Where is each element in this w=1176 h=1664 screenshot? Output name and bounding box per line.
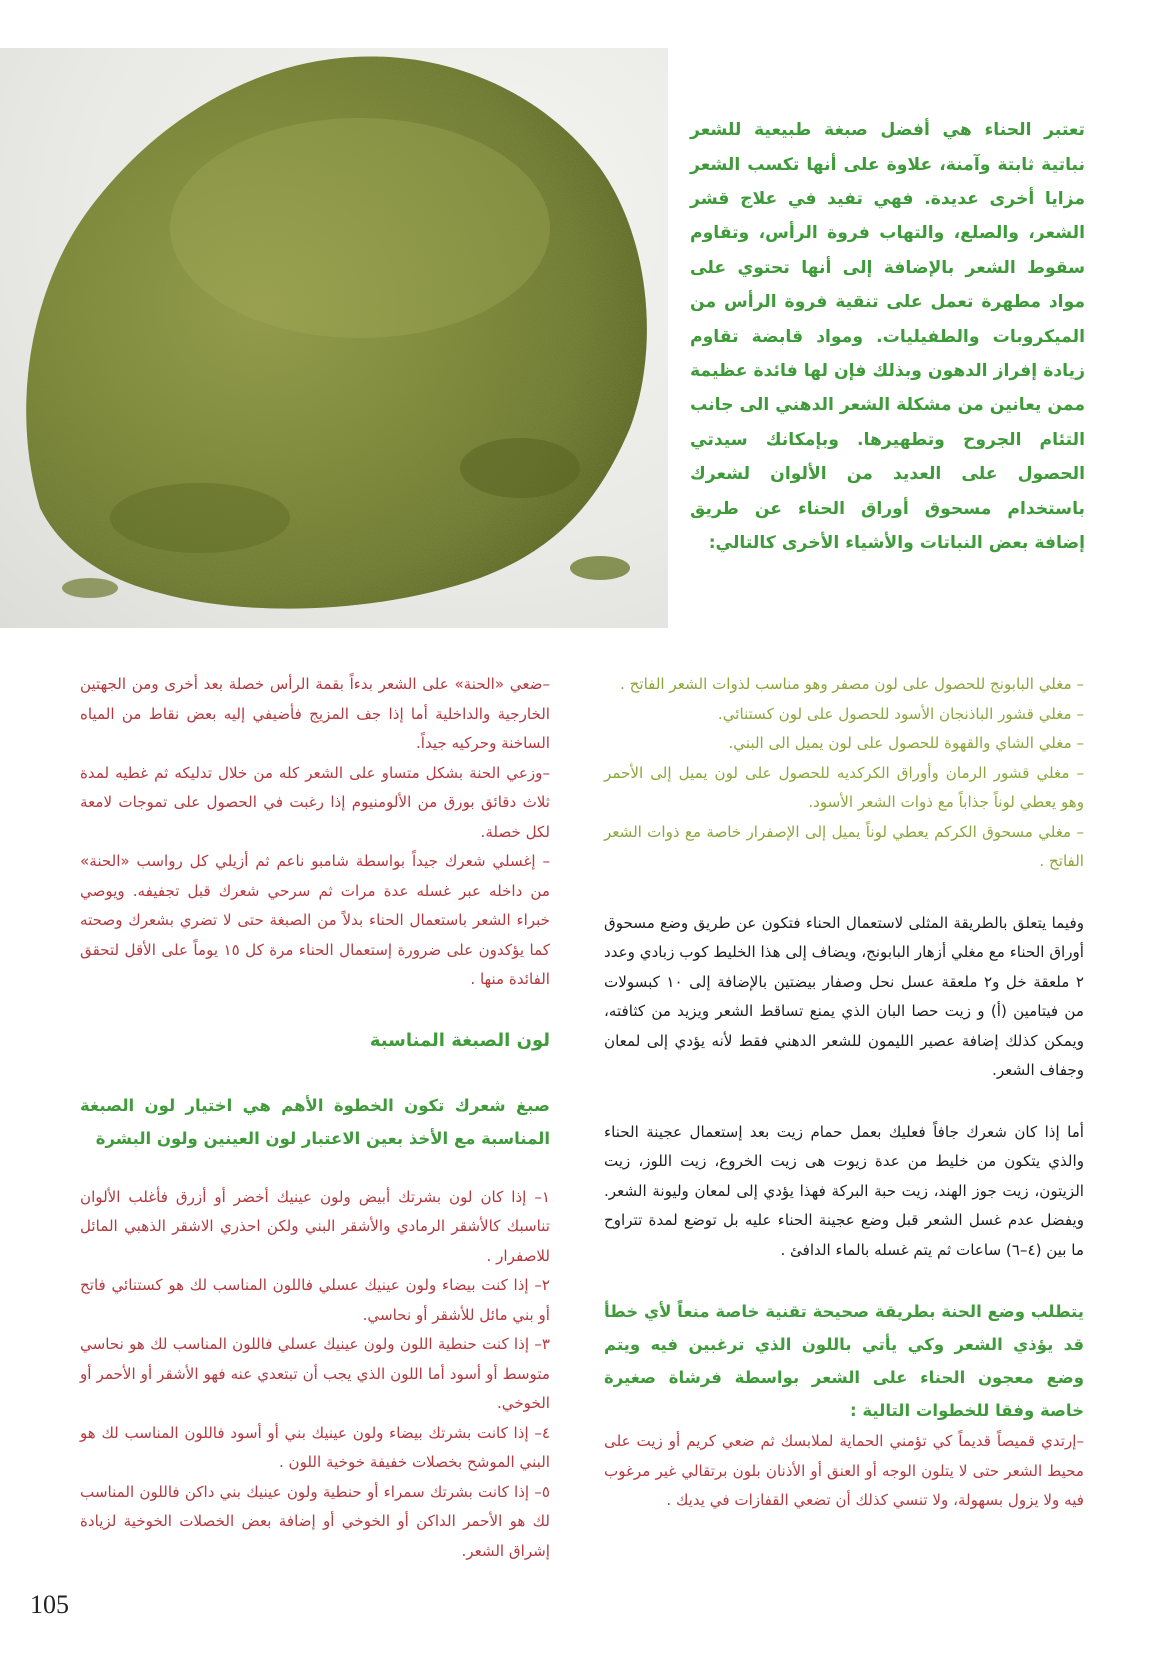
list-item: ٤– إذا كانت بشرتك بيضاء ولون عينيك بني أو أسود فاللون المناسب لك هو البني الموشح بخصلات خفيفة خوخية اللون . bbox=[80, 1423, 550, 1471]
color-tips-list bbox=[80, 1183, 550, 1567]
section-heading: لون الصبغة المناسبة bbox=[369, 1029, 550, 1051]
henna-powder-photo bbox=[0, 48, 668, 628]
page-number: 105 bbox=[30, 1590, 69, 1619]
list-item: – مغلي مسحوق الكركم يعطي لوناً يميل إلى الإصفرار خاصة مع ذوات الشعر الفاتح . bbox=[604, 822, 1084, 870]
henna-powder-illustration bbox=[0, 48, 668, 628]
list-item: – مغلي البابونج للحصول على لون مصفر وهو مناسب لذوات الشعر الفاتح . bbox=[620, 675, 1084, 693]
color-intro: صبغ شعرك تكون الخطوة الأهم هي اختيار لون الصبغة المناسبة مع الأخذ بعين الاعتبار لون العينين ولون البشرة bbox=[80, 1095, 550, 1148]
list-item: ٥– إذا كانت بشرتك سمراء أو حنطية ولون عينيك بني داكن فاللون المناسب لك هو الأحمر الداكن أو الخوخي أو إضافة بعض الخصلات الخوخية لزيادة إشراق الشعر. bbox=[80, 1482, 550, 1560]
list-item: ٣– إذا كنت حنطية اللون ولون عينيك عسلي فاللون المناسب لك هو نحاسي متوسط أو أسود أما اللون الذي يجب أن تبتعدي عنه فهو الأشقر أو الأحمر أو الخوخي. bbox=[80, 1335, 550, 1412]
list-item: ٢– إذا كنت بيضاء ولون عينيك عسلي فاللون المناسب لك هو كستنائي فاتح أو بني مائل للأشقر أو نحاسي. bbox=[80, 1276, 550, 1324]
dry-hair-paragraph: أما إذا كان شعرك جافاً فعليك بعمل حمام زيت بعد إستعمال عجينة الحناء والذي يتكون من خليط من عدة زيوت هى زيت الخروع، زيت اللوز، زيت الزيتون، زيت جوز الهند، زيت حبة البركة فهذا يؤدي إلى لمعان وليونة الشعر. ويفضل عدم غسل الشعر قبل وضع عجينة الحناء عليه بل توضع لمدة تتراوح ما بين (٤–٦) ساعات ثم يتم غسله بالماء الدافئ . bbox=[604, 1122, 1084, 1259]
left-column bbox=[80, 670, 550, 1566]
list-item: – مغلي قشور الباذنجان الأسود للحصول على لون كستنائي. bbox=[717, 704, 1084, 723]
intro-paragraph: تعتبر الحناء هي أفضل صبغة طبيعية للشعر نباتية ثابتة وآمنة، علاوة على أنها تكسب الشعر مزايا أخرى عديدة. فهي تفيد في علاج قشر الشعر، والصلع، والتهاب فروة الرأس، وتقاوم سقوط الشعر بالإضافة إلى أنها تحتوي على مواد مطهرة تعمل على تنقية فروة الرأس من الميكروبات والطفيليات. ومواد قابضة تقاوم زيادة إفراز الدهون وبذلك فإن لها فائدة عظيمة ممن يعانين من مشكلة الشعر الدهني الى جانب التئام الجروح وتطهيرها. وبإمكانك سيدتي الحصول على العديد من الألوان لشعرك باستخدام مسحوق أوراق الحناء عن طريق إضافة بعض النباتات والأشياء الأخرى كالتالي: bbox=[690, 120, 1085, 554]
list-item: – مغلي قشور الرمان وأوراق الكركديه للحصول على لون يميل إلى الأحمر وهو يعطي لوناً جذاباً مع ذوات الشعر الأسود. bbox=[604, 763, 1084, 811]
step-paragraph: –إرتدي قميصاً قديماً كي تؤمني الحماية لملابسك ثم ضعي كريم أو زيت على محيط الشعر حتى لا يتلون الوجه أو العنق أو الأذنان بلون برتقالي غير مرغوب فيه ولا يزول بسهولة، ولا تنسي كذلك أن تضعي القفازات في يديك . bbox=[604, 1432, 1084, 1509]
step-paragraph: –وزعي الحنة بشكل متساو على الشعر كله من خلال تدليكه ثم غطيه لمدة ثلاث دقائق بورق من الألومنيوم إذا رغبت في الحصول على تموجات لامعة لكل خصلة. bbox=[80, 763, 550, 841]
step-paragraph: –ضعي «الحنة» على الشعر بدءاً بقمة الرأس خصلة بعد أخرى ومن الجهتين الخارجية والداخلية أما إذا جف المزيج فأضيفي إليه بعض نقاط من المياه الساخنة وحركيه جيداً. bbox=[80, 675, 550, 752]
right-column bbox=[604, 670, 1084, 1516]
list-item: – مغلي الشاي والقهوة للحصول على لون يميل الى البني. bbox=[728, 734, 1084, 752]
technique-heading: يتطلب وضع الحنة بطريقة صحيحة تقنية خاصة منعاً لأي خطأ قد يؤذي الشعر وكي يأتي باللون الذي ترغبين فيه ويتم وضع معجون الحناء على الشعر بواسطة فرشاة صغيرة خاصة وفقا للخطوات التالية : bbox=[604, 1302, 1084, 1420]
list-item: ١– إذا كان لون بشرتك أبيض ولون عينيك أخضر أو أزرق فأغلب الألوان تناسبك كالأشقر الرمادي والأشقر البني ولكن احذري الاشقر الذهبي المائل للاصفرار . bbox=[80, 1187, 550, 1265]
ideal-method-paragraph: وفيما يتعلق بالطريقة المثلى لاستعمال الحناء فتكون عن طريق وضع مسحوق أوراق الحناء مع مغلي أزهار البابونج، ويضاف إلى هذا الخليط كوب زبادي وعدد ٢ ملعقة خل و٢ ملعقة عسل نحل وصفار بيضتين بالإضافة إلى ١٠ كبسولات من فيتامين (أ) و زيت حصا البان الذي يمنع تساقط الشعر ويزيد من كثافته، ويمكن كذلك إضافة عصير الليمون للشعر الدهني فقط لأنه يؤدي إلى لمعان وجفاف الشعر. bbox=[604, 913, 1084, 1079]
henna-recipes-list bbox=[604, 670, 1084, 877]
step-paragraph: – إغسلي شعرك جيداً بواسطة شامبو ناعم ثم أزيلي كل رواسب «الحنة» من داخله عبر غسله عدة مرات ثم سرحي شعرك قبل تجفيفه. ويوصي خبراء الشعر باستعمال الحناء بدلاً من الصبغة حتى لا تضري بشعرك وصحته كما يؤكدون على ضرورة إستعمال الحناء مرة كل ١٥ يوماً على الأقل لتحقق الفائدة منها . bbox=[80, 852, 550, 988]
